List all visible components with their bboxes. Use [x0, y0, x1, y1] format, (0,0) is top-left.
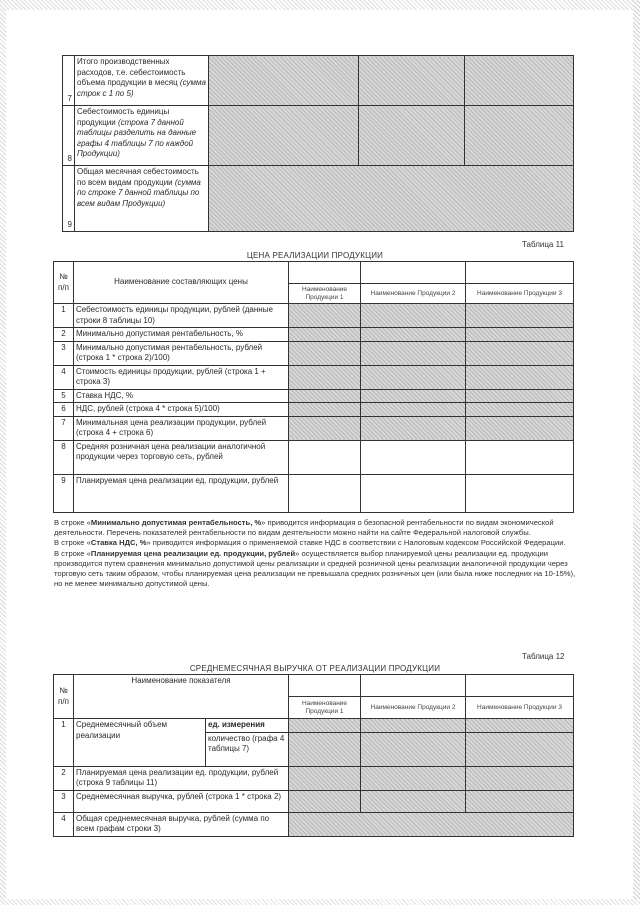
table-cell[interactable]: [359, 106, 465, 166]
table-row: [54, 403, 574, 417]
table-cell-text: Себестоимость единицы продукции, рублей (данные строки 8 таблицы 10): [74, 304, 289, 328]
table-cell-text: 2: [54, 328, 74, 342]
table-cell-text: 2: [54, 766, 74, 790]
table-cell[interactable]: [359, 56, 465, 106]
table-cell[interactable]: [466, 440, 574, 474]
row-label: Общая месячная себестоимость по всем видам продукции (сумма по строке 7 данной таблицы по всем видам Продукции): [75, 166, 209, 232]
table-cell-text: Средняя розничная цена реализации аналогичной продукции через торговую сеть, рублей: [74, 440, 289, 474]
table-cell[interactable]: [289, 766, 361, 790]
note-paragraph: В строке «Минимально допустимая рентабельность, %» приводится информация о безопасной рентабельности по видам экономической деятельности. Перечень показателей рентабельности по видам деятельности можно найти на сайте Федеральной налоговой службы.: [54, 518, 554, 538]
table-cell-text: 3: [54, 341, 74, 365]
table-cell[interactable]: [466, 719, 574, 733]
table-cell[interactable]: [289, 365, 361, 389]
table-cell[interactable]: [466, 732, 574, 766]
table-cell[interactable]: [466, 341, 574, 365]
table-row: [54, 474, 574, 512]
table-cell[interactable]: [361, 403, 466, 417]
table-cell[interactable]: [466, 304, 574, 328]
table-cell-text: 9: [54, 474, 74, 512]
table-cell-text: Планируемая цена реализации ед. продукции, рублей (строка 9 таблицы 11): [74, 766, 289, 790]
table-cell[interactable]: [466, 766, 574, 790]
table-cell[interactable]: [209, 56, 359, 106]
table-cell[interactable]: [361, 304, 466, 328]
row-number: 7: [63, 56, 75, 106]
table-cell-text: 6: [54, 403, 74, 417]
table-cell-text: Общая среднемесячная выручка, рублей (сумма по всем графам строки 3): [74, 812, 289, 836]
table-cell: [289, 262, 361, 284]
table-cell-text: 4: [54, 812, 74, 836]
scan-edge-bottom: [0, 899, 640, 905]
table-cell: [289, 675, 361, 697]
table-cell-text: 8: [54, 440, 74, 474]
scan-edge-top: [0, 0, 640, 10]
table-cell: [466, 262, 574, 284]
table-cell[interactable]: [361, 719, 466, 733]
table-cell[interactable]: [361, 328, 466, 342]
table-row: [54, 304, 574, 328]
table-cell[interactable]: [361, 732, 466, 766]
column-header-product-1: Наименование Продукции 1: [289, 284, 361, 304]
column-header-product-3: Наименование Продукции 3: [466, 284, 574, 304]
table-cell[interactable]: [289, 812, 574, 836]
row-number: 9: [63, 166, 75, 232]
row-number: 8: [63, 106, 75, 166]
table-cell: [361, 262, 466, 284]
table-cell[interactable]: [361, 790, 466, 812]
table-cell[interactable]: [361, 766, 466, 790]
table-cell[interactable]: [289, 719, 361, 733]
table-row: [63, 166, 574, 232]
row-label: Итого производственных расходов, т.е. себестоимость объема продукции в месяц (сумма строк с 1 по 5): [75, 56, 209, 106]
table-cell[interactable]: [361, 440, 466, 474]
table-cell[interactable]: [289, 732, 361, 766]
table-cell-text: 5: [54, 389, 74, 403]
table-row: [63, 56, 574, 106]
table-cell-text: Стоимость единицы продукции, рублей (строка 1 + строка 3): [74, 365, 289, 389]
column-header-product-1: Наименование Продукции 1: [289, 697, 361, 719]
table-cell[interactable]: [289, 389, 361, 403]
table-12-title: СРЕДНЕМЕСЯЧНАЯ ВЫРУЧКА ОТ РЕАЛИЗАЦИИ ПРОДУКЦИИ: [189, 664, 441, 673]
table-cell[interactable]: [465, 106, 574, 166]
table-cell: [466, 675, 574, 697]
table-cell[interactable]: [289, 416, 361, 440]
table-row: [54, 328, 574, 342]
column-header-number: № п/п: [54, 262, 74, 304]
table-cell[interactable]: [361, 341, 466, 365]
table-cell[interactable]: [361, 365, 466, 389]
table-cell-text: Среднемесячный объем реализации: [74, 719, 206, 767]
table-row: [54, 766, 574, 790]
table-row: [54, 790, 574, 812]
table-cell-text: 7: [54, 416, 74, 440]
table-cell[interactable]: [466, 416, 574, 440]
table-row: [54, 416, 574, 440]
column-header-name: Наименование составляющих цены: [74, 262, 289, 304]
column-header-number: № п/п: [54, 675, 74, 719]
scan-edge-right: [633, 0, 640, 905]
table-row: [54, 719, 574, 733]
note-paragraph: В строке «Ставка НДС, %» приводится информация о применяемой ставке НДС в соответствии с Налоговым кодексом Российской Федерации.: [54, 538, 566, 548]
table-cell[interactable]: [361, 416, 466, 440]
table-cell-text: 3: [54, 790, 74, 812]
table-cell[interactable]: [465, 56, 574, 106]
table-11: [53, 261, 574, 513]
table-12: [53, 674, 574, 837]
table-cell-text: Среднемесячная выручка, рублей (строка 1 * строка 2): [74, 790, 289, 812]
table-cell-text: Планируемая цена реализации ед. продукции, рублей: [74, 474, 289, 512]
table-row: [54, 440, 574, 474]
table-cell[interactable]: [289, 403, 361, 417]
table-cell-text: 1: [54, 304, 74, 328]
table-cell: [361, 675, 466, 697]
column-header-name: Наименование показателя: [74, 675, 289, 719]
table-cell[interactable]: [289, 440, 361, 474]
table-cell-text: Минимально допустимая рентабельность, %: [74, 328, 289, 342]
table-cell[interactable]: [289, 328, 361, 342]
table-cell[interactable]: [466, 474, 574, 512]
table-cell[interactable]: [209, 166, 574, 232]
table-row: [63, 106, 574, 166]
table-cell-text: НДС, рублей (строка 4 * строка 5)/100): [74, 403, 289, 417]
table-cell-text: 1: [54, 719, 74, 767]
table-10-continuation: [62, 55, 574, 232]
table-11-caption: Таблица 11: [522, 240, 564, 249]
table-cell[interactable]: [289, 790, 361, 812]
table-row: [54, 365, 574, 389]
note-paragraph: В строке «Планируемая цена реализации ед. продукции, рублей» осуществляется выбор планируемой цены реализации ед. продукции производится путем сравнения минимально допустимой цены реализации и средней розничной цены реализации аналогичной продукции через торговую сеть таким образом, чтобы планируемая цена реализации не превышала средних розничных цен (или была ниже последних на 10-15%), но не менее минимально допустимой цены.: [54, 548, 576, 589]
scan-edge-left: [0, 0, 6, 905]
column-header-product-2: Наименование Продукции 2: [361, 284, 466, 304]
table-12-caption: Таблица 12: [522, 652, 565, 661]
table-cell[interactable]: [289, 341, 361, 365]
unit-label: ед. измерения: [206, 719, 289, 733]
column-header-product-2: Наименование Продукции 2: [361, 697, 466, 719]
table-cell[interactable]: [289, 474, 361, 512]
table-cell[interactable]: [466, 790, 574, 812]
table-cell[interactable]: [361, 474, 466, 512]
table-cell-text: 4: [54, 365, 74, 389]
column-header-product-3: Наименование Продукции 3: [466, 697, 574, 719]
table-cell[interactable]: [466, 365, 574, 389]
table-11-title: ЦЕНА РЕАЛИЗАЦИИ ПРОДУКЦИИ: [246, 251, 384, 260]
table-cell[interactable]: [361, 389, 466, 403]
table-cell[interactable]: [466, 403, 574, 417]
row-label: Себестоимость единицы продукции (строка 7 данной таблицы разделить на данные графы 4 таблицы 7 по каждой Продукции): [75, 106, 209, 166]
table-row: [54, 341, 574, 365]
table-cell[interactable]: [289, 304, 361, 328]
table-cell[interactable]: [466, 389, 574, 403]
table-cell-text: Минимально допустимая рентабельность, рублей (строка 1 * строка 2)/100): [74, 341, 289, 365]
unit-value: количество (графа 4 таблицы 7): [206, 732, 289, 766]
explanatory-notes: [54, 518, 576, 589]
table-cell-text: Ставка НДС, %: [74, 389, 289, 403]
table-cell[interactable]: [209, 106, 359, 166]
table-row: [54, 812, 574, 836]
table-cell-text: Минимальная цена реализации продукции, рублей (строка 4 + строка 6): [74, 416, 289, 440]
table-row: [54, 389, 574, 403]
table-cell[interactable]: [466, 328, 574, 342]
